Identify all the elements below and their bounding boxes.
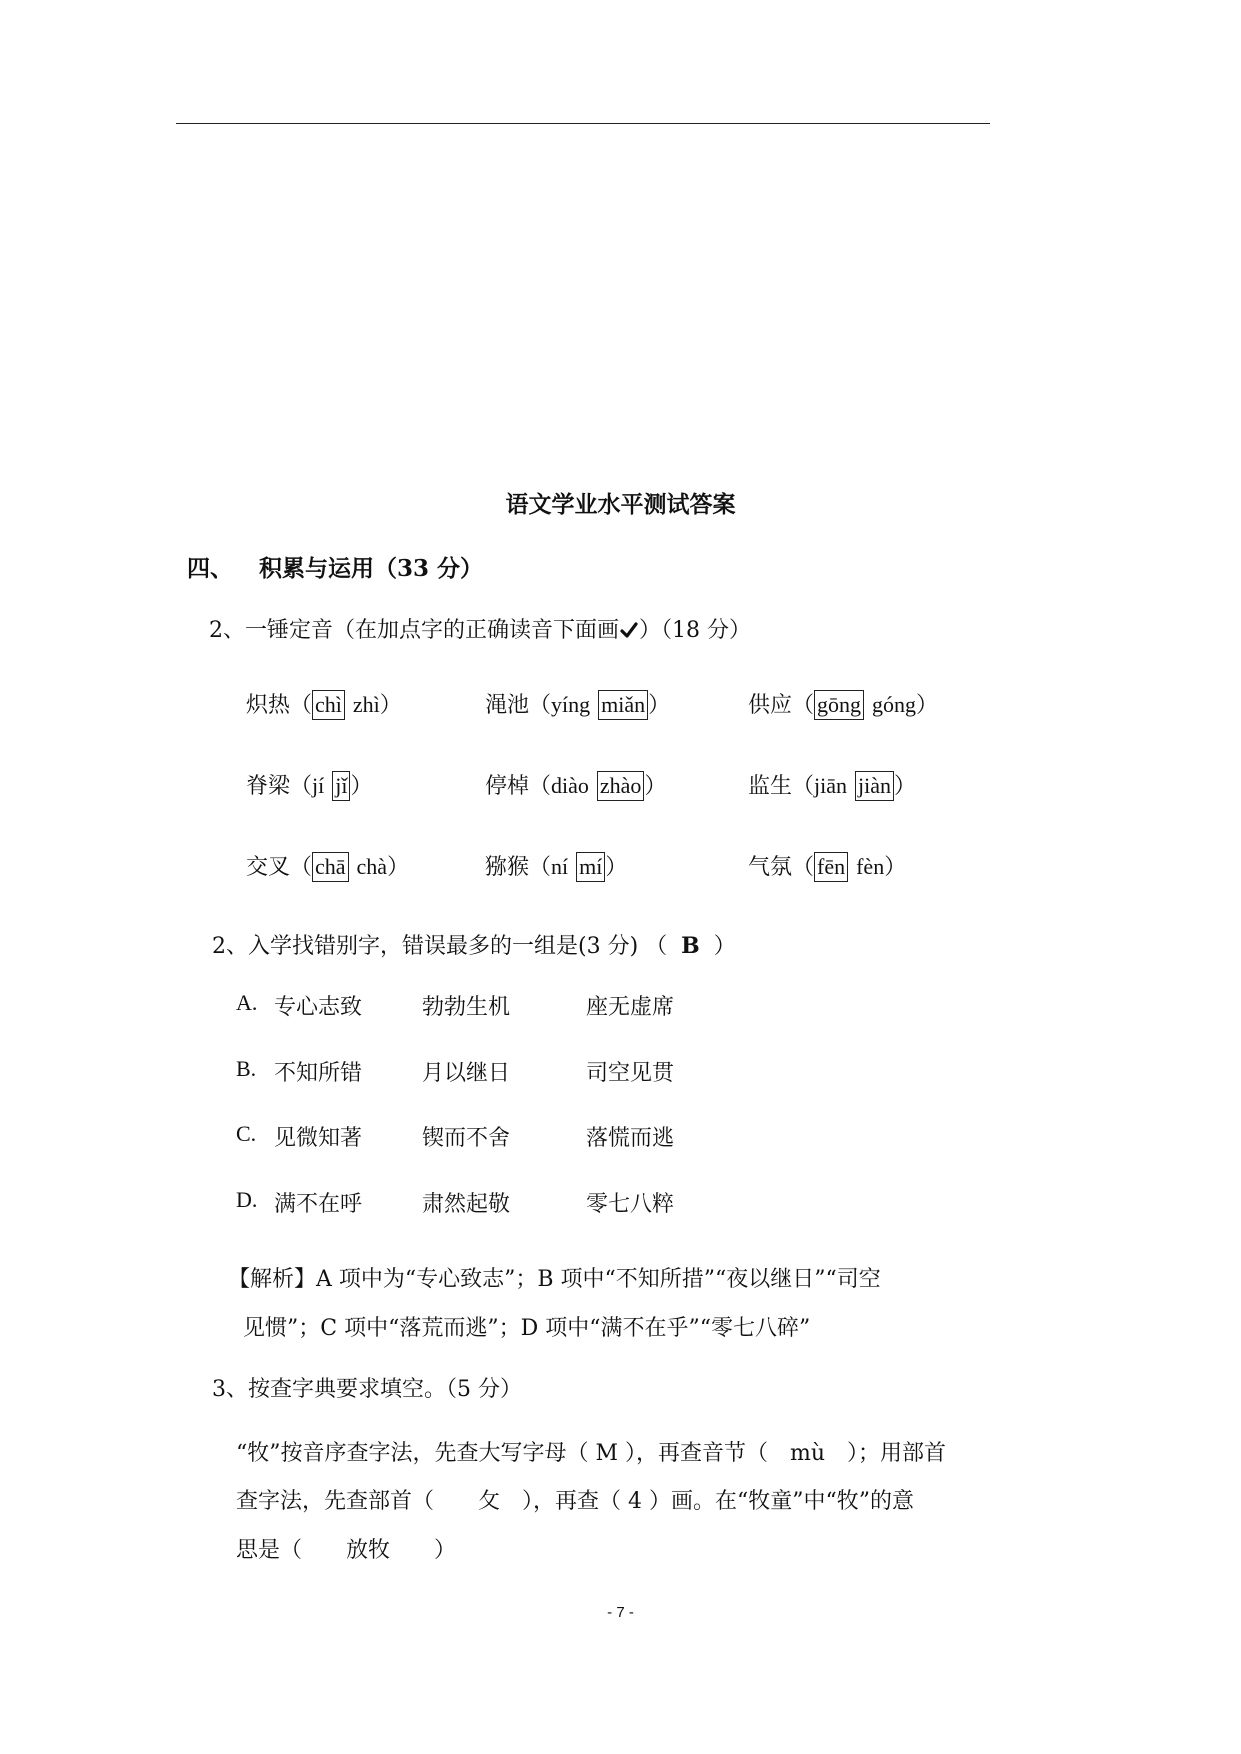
pinyin-word: 猕猴（ — [485, 855, 552, 880]
option-row — [236, 1121, 675, 1151]
pinyin-option-1: yíng — [551, 692, 591, 717]
pinyin-option-1: jiān — [814, 773, 848, 798]
option-word: 勃勃生机 — [422, 995, 511, 1020]
pinyin-close: ） — [350, 774, 373, 799]
option-word: 锲而不舍 — [422, 1126, 511, 1151]
pinyin-word: 气氛（ — [748, 855, 815, 880]
pinyin-option-2: fèn — [856, 854, 885, 879]
pinyin-option-1: fēn — [814, 852, 848, 882]
pinyin-item — [748, 850, 906, 881]
pinyin-close: ） — [648, 693, 671, 718]
pinyin-close: ） — [644, 774, 667, 799]
option-word: 满不在呼 — [274, 1192, 363, 1217]
pinyin-word: 供应（ — [748, 693, 815, 718]
pinyin-option-2: zhào — [597, 771, 645, 801]
section-heading — [187, 550, 483, 583]
pinyin-item — [485, 769, 666, 800]
pinyin-item — [246, 769, 373, 800]
option-letter: D. — [236, 1187, 258, 1212]
pinyin-option-2: jǐ — [332, 771, 350, 801]
option-word: 座无虚席 — [586, 995, 675, 1020]
question-1-points: ）（18 分） — [639, 618, 751, 643]
pinyin-option-2: chà — [356, 854, 388, 879]
pinyin-item — [748, 769, 916, 800]
pinyin-option-2: mí — [576, 852, 605, 882]
question-2-answer: B — [681, 933, 700, 959]
analysis-line-2: 见惯”；C 项中“落荒而逃”；D 项中“满不在乎”“零七八碎” — [243, 1316, 811, 1341]
analysis-line-1: 【解析】A 项中为“专心致志”；B 项中“不知所措”“夜以继日”“司空 — [228, 1267, 881, 1292]
pinyin-word: 停棹（ — [485, 774, 552, 799]
pinyin-option-2: góng — [872, 692, 917, 717]
pinyin-word: 炽热（ — [246, 693, 313, 718]
pinyin-item — [246, 850, 409, 881]
pinyin-option-2: zhì — [352, 692, 380, 717]
option-word: 司空见贯 — [586, 1061, 675, 1086]
question-1-prompt — [209, 613, 751, 645]
pinyin-option-2: miǎn — [598, 690, 648, 720]
option-word: 肃然起敬 — [422, 1192, 511, 1217]
option-word: 专心志致 — [274, 995, 363, 1020]
question-3-prompt: 3、按查字典要求填空。（5 分） — [212, 1377, 522, 1402]
page-number: - 7 - — [607, 1604, 634, 1621]
pinyin-close: ） — [387, 855, 410, 880]
pinyin-close: ） — [916, 693, 939, 718]
option-letter: A. — [236, 990, 258, 1015]
pinyin-option-1: chā — [312, 852, 349, 882]
question-3-line-2: 查字法，先查部首（ 攵 ），再查（ 4 ）画。在“牧童”中“牧”的意 — [236, 1489, 914, 1514]
pinyin-option-1: gōng — [814, 690, 864, 720]
option-word: 见微知著 — [274, 1126, 363, 1151]
pinyin-option-1: ní — [551, 854, 569, 879]
option-row — [236, 1056, 675, 1086]
pinyin-close: ） — [884, 855, 907, 880]
pinyin-item — [485, 850, 627, 881]
question-2-text: 2、入学找错别字，错误最多的一组是(3 分) （ — [212, 934, 668, 959]
pinyin-item — [246, 688, 402, 719]
pinyin-option-2: jiàn — [855, 771, 894, 801]
option-letter: C. — [236, 1121, 257, 1146]
question-2-close: ） — [713, 934, 736, 959]
option-letter: B. — [236, 1056, 257, 1081]
option-row — [236, 990, 675, 1020]
pinyin-close: ） — [605, 855, 628, 880]
pinyin-option-1: jí — [312, 773, 325, 798]
pinyin-word: 交叉（ — [246, 855, 313, 880]
pinyin-item — [748, 688, 938, 719]
pinyin-item — [485, 688, 670, 719]
pinyin-word: 监生（ — [748, 774, 815, 799]
checkmark-icon — [619, 620, 639, 645]
option-word: 落慌而逃 — [586, 1126, 675, 1151]
pinyin-option-1: diào — [551, 773, 589, 798]
pinyin-word: 渑池（ — [485, 693, 552, 718]
option-word: 零七八粹 — [586, 1192, 675, 1217]
pinyin-close: ） — [379, 693, 402, 718]
option-word: 不知所错 — [274, 1061, 363, 1086]
pinyin-word: 脊梁（ — [246, 774, 313, 799]
page-title: 语文学业水平测试答案 — [505, 491, 736, 518]
pinyin-close: ） — [894, 774, 917, 799]
option-row — [236, 1187, 675, 1217]
option-word: 月以继日 — [422, 1061, 511, 1086]
section-title: 积累与运用（33 分） — [259, 555, 484, 582]
pinyin-option-1: chì — [312, 690, 345, 720]
section-number: 四、 — [187, 555, 233, 582]
question-3-line-3: 思是（ 放牧 ） — [236, 1538, 457, 1563]
header-rule — [176, 123, 990, 124]
question-3-line-1: “牧”按音序查字法，先查大写字母（ M ），再查音节（ mù ）；用部首 — [236, 1441, 947, 1466]
question-2-prompt — [212, 929, 736, 960]
question-1-text: 2、一锤定音（在加点字的正确读音下面画 — [209, 618, 619, 643]
